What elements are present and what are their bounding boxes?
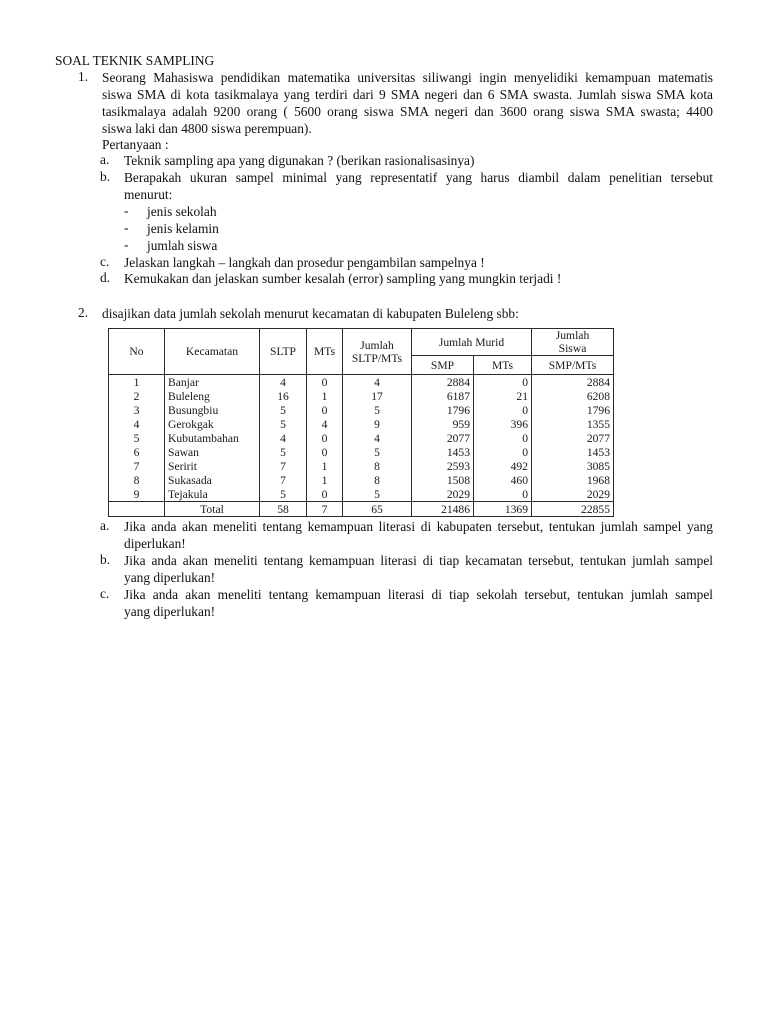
- q2-b-line-2: yang diperlukan!: [124, 570, 216, 585]
- row-sltp: 4: [260, 375, 307, 390]
- row-siswa: 2029: [532, 487, 614, 502]
- header-siswa-line-1: Jumlah: [555, 329, 590, 342]
- row-murid-mts: 0: [474, 487, 532, 502]
- q2-a-letter: a.: [100, 518, 110, 533]
- row-siswa: 3085: [532, 459, 614, 473]
- row-murid-mts: 0: [474, 375, 532, 390]
- row-no: 3: [109, 403, 165, 417]
- row-siswa: 1355: [532, 417, 614, 431]
- header-jumlah-murid: Jumlah Murid: [412, 329, 532, 356]
- row-jumlah: 5: [343, 403, 412, 417]
- row-sltp: 7: [260, 459, 307, 473]
- row-murid-mts: 0: [474, 445, 532, 459]
- table-row: [109, 473, 614, 487]
- row-jumlah: 9: [343, 417, 412, 431]
- header-jumlah-sltp-mts: [343, 329, 412, 375]
- table-row: [109, 417, 614, 431]
- row-mts: 0: [307, 487, 343, 502]
- question-1-text: [102, 69, 713, 137]
- table-total-row: [109, 502, 614, 517]
- row-murid-mts: 21: [474, 389, 532, 403]
- row-mts: 0: [307, 403, 343, 417]
- question-1-line-3: tasikmalaya adalah 9200 orang ( 5600 orang siswa SMA negeri dan 3600 orang siswa SMA swasta; 4400: [102, 104, 713, 119]
- row-sltp: 5: [260, 487, 307, 502]
- question-1-line-1: Seorang Mahasiswa pendidikan matematika universitas siliwangi ingin menyelidiki kemampuan matematis: [102, 70, 713, 85]
- row-no: 9: [109, 487, 165, 502]
- row-mts: 1: [307, 473, 343, 487]
- row-mts: 4: [307, 417, 343, 431]
- q1-c-text: Jelaskan langkah – langkah dan prosedur pengambilan sampelnya !: [124, 255, 485, 270]
- row-sltp: 5: [260, 403, 307, 417]
- question-1-line-4: siswa laki dan 4800 siswa perempuan).: [102, 121, 312, 136]
- row-no: 5: [109, 431, 165, 445]
- row-jumlah: 5: [343, 487, 412, 502]
- row-sltp: 5: [260, 417, 307, 431]
- document-title: SOAL TEKNIK SAMPLING: [55, 53, 215, 68]
- question-2-number: 2.: [78, 305, 89, 320]
- row-smp: 1508: [412, 473, 474, 487]
- row-smp: 6187: [412, 389, 474, 403]
- table-row: [109, 375, 614, 390]
- bullet-dash: -: [124, 237, 129, 252]
- q1-d-text: Kemukakan dan jelaskan sumber kesalah (error) sampling yang mungkin terjadi !: [124, 271, 562, 286]
- q2-b-letter: b.: [100, 552, 111, 567]
- row-kecamatan: Busungbiu: [165, 403, 260, 417]
- question-1-line-2: siswa SMA di kota tasikmalaya yang terdiri dari 9 SMA negeri dan 6 SMA swasta. Jumlah siswa SMA kota: [102, 87, 713, 102]
- q2-a-line-1: Jika anda akan meneliti tentang kemampuan literasi di kabupaten tersebut, tentukan jumlah sampel yang: [124, 519, 713, 534]
- row-kecamatan: Sawan: [165, 445, 260, 459]
- bullet-dash: -: [124, 220, 129, 235]
- table-row: [109, 459, 614, 473]
- q2-a-line-2: diperlukan!: [124, 536, 186, 551]
- row-smp: 1453: [412, 445, 474, 459]
- question-2-text: disajikan data jumlah sekolah menurut kecamatan di kabupaten Buleleng sbb:: [102, 306, 519, 321]
- q1-b-line-2: menurut:: [124, 187, 173, 202]
- row-siswa: 1796: [532, 403, 614, 417]
- table-row: [109, 431, 614, 445]
- row-smp: 2029: [412, 487, 474, 502]
- row-siswa: 2077: [532, 431, 614, 445]
- total-label: Total: [165, 502, 260, 517]
- q1-a-letter: a.: [100, 152, 110, 167]
- header-siswa-smp-mts: SMP/MTs: [532, 356, 614, 375]
- q2-c-line-1: Jika anda akan meneliti tentang kemampuan literasi di tiap sekolah tersebut, tentukan jumlah sampel: [124, 587, 713, 602]
- table-row: [109, 487, 614, 502]
- school-data-table: [108, 328, 614, 517]
- row-murid-mts: 460: [474, 473, 532, 487]
- header-sltp: SLTP: [260, 329, 307, 375]
- row-murid-mts: 396: [474, 417, 532, 431]
- header-jumlah-siswa: [532, 329, 614, 356]
- header-mts: MTs: [307, 329, 343, 375]
- q1-c-letter: c.: [100, 254, 110, 269]
- q2-c-letter: c.: [100, 586, 110, 601]
- table-row: [109, 403, 614, 417]
- total-murid-mts: 1369: [474, 502, 532, 517]
- row-murid-mts: 0: [474, 431, 532, 445]
- q2-c-line-2: yang diperlukan!: [124, 604, 216, 619]
- row-mts: 1: [307, 459, 343, 473]
- header-siswa-line-2: Siswa: [558, 342, 587, 355]
- q1-b-line-1: Berapakah ukuran sampel minimal yang representatif yang harus diambil dalam penelitian tersebut: [124, 170, 713, 185]
- table-row: [109, 445, 614, 459]
- header-kecamatan: Kecamatan: [165, 329, 260, 375]
- row-mts: 0: [307, 445, 343, 459]
- row-murid-mts: 0: [474, 403, 532, 417]
- row-mts: 0: [307, 431, 343, 445]
- row-jumlah: 8: [343, 459, 412, 473]
- row-kecamatan: Tejakula: [165, 487, 260, 502]
- row-jumlah: 17: [343, 389, 412, 403]
- row-jumlah: 4: [343, 431, 412, 445]
- row-sltp: 7: [260, 473, 307, 487]
- row-sltp: 5: [260, 445, 307, 459]
- row-kecamatan: Gerokgak: [165, 417, 260, 431]
- row-kecamatan: Banjar: [165, 375, 260, 390]
- row-mts: 1: [307, 389, 343, 403]
- row-kecamatan: Seririt: [165, 459, 260, 473]
- row-no: 8: [109, 473, 165, 487]
- bullet-jumlah-siswa: jumlah siswa: [147, 238, 218, 253]
- row-no: 4: [109, 417, 165, 431]
- bullet-jenis-sekolah: jenis sekolah: [147, 204, 217, 219]
- total-sltp: 58: [260, 502, 307, 517]
- q2-b-line-1: Jika anda akan meneliti tentang kemampuan literasi di tiap kecamatan tersebut, tentukan jumlah sampel: [124, 553, 713, 568]
- row-kecamatan: Buleleng: [165, 389, 260, 403]
- row-sltp: 16: [260, 389, 307, 403]
- row-no: 2: [109, 389, 165, 403]
- q1-a-text: Teknik sampling apa yang digunakan ? (berikan rasionalisasinya): [124, 153, 475, 168]
- question-1-prompt: Pertanyaan :: [102, 137, 169, 152]
- row-no: 7: [109, 459, 165, 473]
- row-siswa: 1968: [532, 473, 614, 487]
- row-kecamatan: Kubutambahan: [165, 431, 260, 445]
- row-smp: 1796: [412, 403, 474, 417]
- total-jumlah: 65: [343, 502, 412, 517]
- header-jumlah-line-2: SLTP/MTs: [351, 351, 403, 365]
- row-kecamatan: Sukasada: [165, 473, 260, 487]
- q1-b-letter: b.: [100, 169, 111, 184]
- q1-d-letter: d.: [100, 270, 111, 285]
- row-jumlah: 5: [343, 445, 412, 459]
- table-body: [109, 375, 614, 502]
- row-jumlah: 8: [343, 473, 412, 487]
- header-murid-mts: MTs: [474, 356, 532, 375]
- row-murid-mts: 492: [474, 459, 532, 473]
- row-jumlah: 4: [343, 375, 412, 390]
- header-jumlah-line-1: Jumlah: [360, 338, 394, 352]
- bullet-jenis-kelamin: jenis kelamin: [147, 221, 219, 236]
- total-blank-cell: [109, 502, 165, 517]
- row-siswa: 6208: [532, 389, 614, 403]
- row-mts: 0: [307, 375, 343, 390]
- table-row: [109, 389, 614, 403]
- row-no: 6: [109, 445, 165, 459]
- row-no: 1: [109, 375, 165, 390]
- header-murid-smp: SMP: [412, 356, 474, 375]
- total-smp: 21486: [412, 502, 474, 517]
- total-siswa: 22855: [532, 502, 614, 517]
- row-smp: 2077: [412, 431, 474, 445]
- row-smp: 959: [412, 417, 474, 431]
- header-no: No: [109, 329, 165, 375]
- row-siswa: 1453: [532, 445, 614, 459]
- question-1-number: 1.: [78, 69, 89, 84]
- row-sltp: 4: [260, 431, 307, 445]
- bullet-dash: -: [124, 203, 129, 218]
- row-smp: 2593: [412, 459, 474, 473]
- total-mts: 7: [307, 502, 343, 517]
- row-smp: 2884: [412, 375, 474, 390]
- row-siswa: 2884: [532, 375, 614, 390]
